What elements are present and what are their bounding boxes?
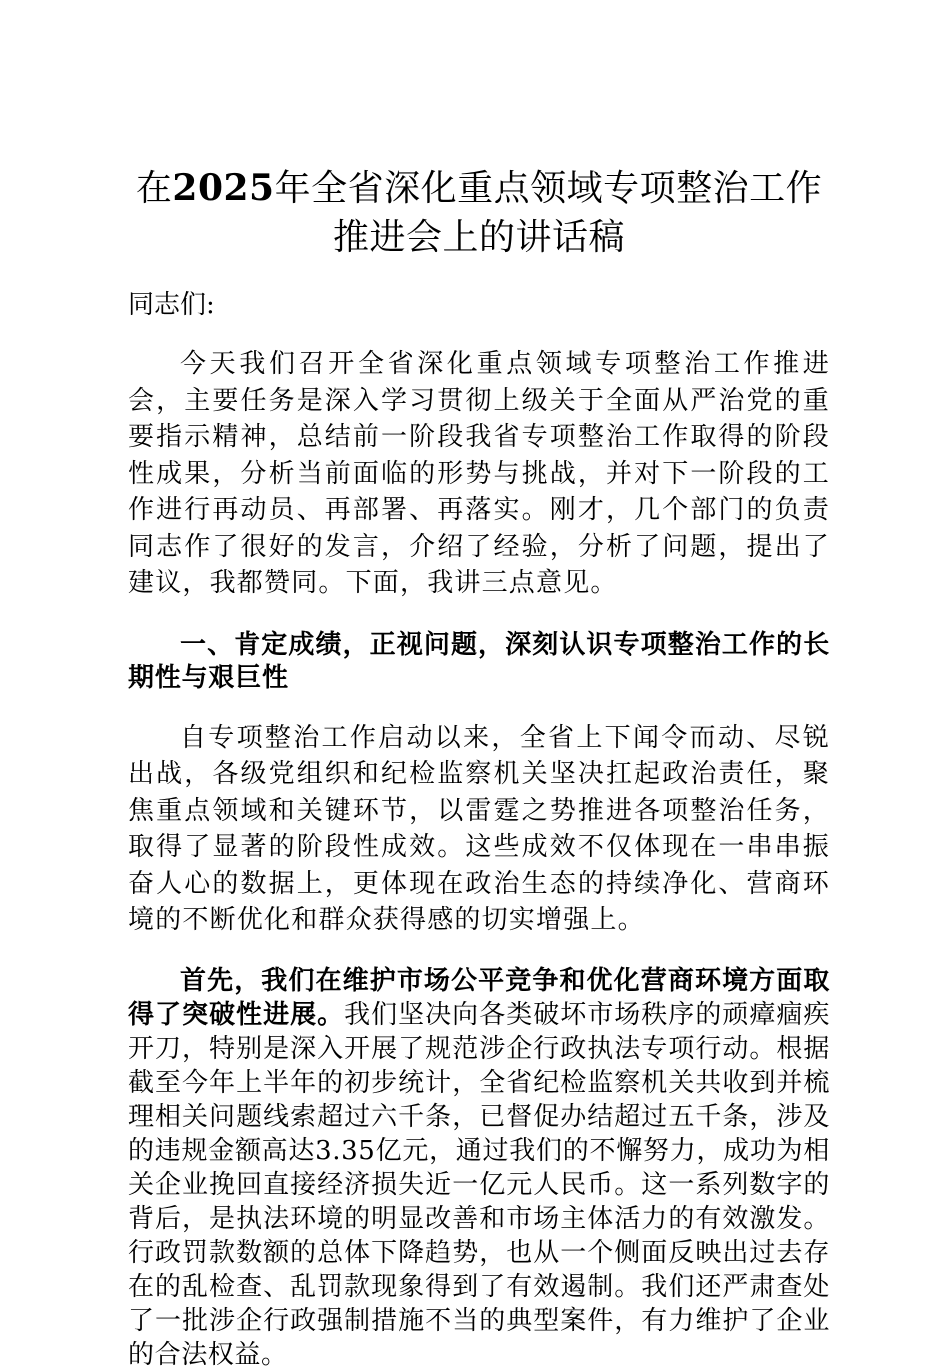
section-1-paragraph: 自专项整治工作启动以来，全省上下闻令而动、尽锐出战，各级党组织和纪检监察机关坚决扛起政治责任，聚焦重点领域和关键环节，以雷霆之势推进各项整治任务，取得了显著的阶段性成效。这些成效不仅体现在一串串振奋人心的数据上，更体现在政治生态的持续净化、营商环境的不断优化和群众获得感的切实增强上。 [128, 722, 830, 935]
intro-paragraph: 今天我们召开全省深化重点领域专项整治工作推进会，主要任务是深入学习贯彻上级关于全面从严治党的重要指示精神，总结前一阶段我省专项整治工作取得的阶段性成果，分析当前面临的形势与挑战，并对下一阶段的工作进行再动员、再部署、再落实。刚才，几个部门的负责同志作了很好的发言，介绍了经验，分析了问题，提出了建议，我都赞同。下面，我讲三点意见。 [128, 349, 830, 598]
salutation: 同志们: [128, 290, 215, 320]
title-rest: 年全省深化重点领域专项整治工作推进会上的讲话稿 [274, 168, 823, 258]
document-title [128, 0, 830, 262]
title-year: 2025 [172, 167, 275, 209]
achievement-lead: 首先，我们在维护市场公平竞争和优化营商环境方面取得了突破性进展。 [128, 965, 830, 1030]
achievement-paragraph [128, 964, 830, 1372]
achievement-body: 我们坚决向各类破坏市场秩序的顽瘴痼疾开刀，特别是深入开展了规范涉企行政执法专项行动。根据截至今年上半年的初步统计，全省纪检监察机关共收到并梳理相关问题线索超过六千条，已督促办结超过五千条，涉及的违规金额高达3.35亿元，通过我们的不懈努力，成功为相关企业挽回直接经济损失近一亿元人民币。这一系列数字的背后，是执法环境的明显改善和市场主体活力的有效激发。行政罚款数额的总体下降趋势，也从一个侧面反映出过去存在的乱检查、乱罚款现象得到了有效遏制。我们还严肃查处了一批涉企行政强制措施不当的典型案件，有力维护了企业的合法权益。 [128, 999, 830, 1370]
document-page [128, 0, 830, 1370]
title-prefix: 在 [135, 168, 173, 209]
section-heading-1: 一、肯定成绩，正视问题，深刻认识专项整治工作的长期性与艰巨性 [128, 629, 830, 693]
